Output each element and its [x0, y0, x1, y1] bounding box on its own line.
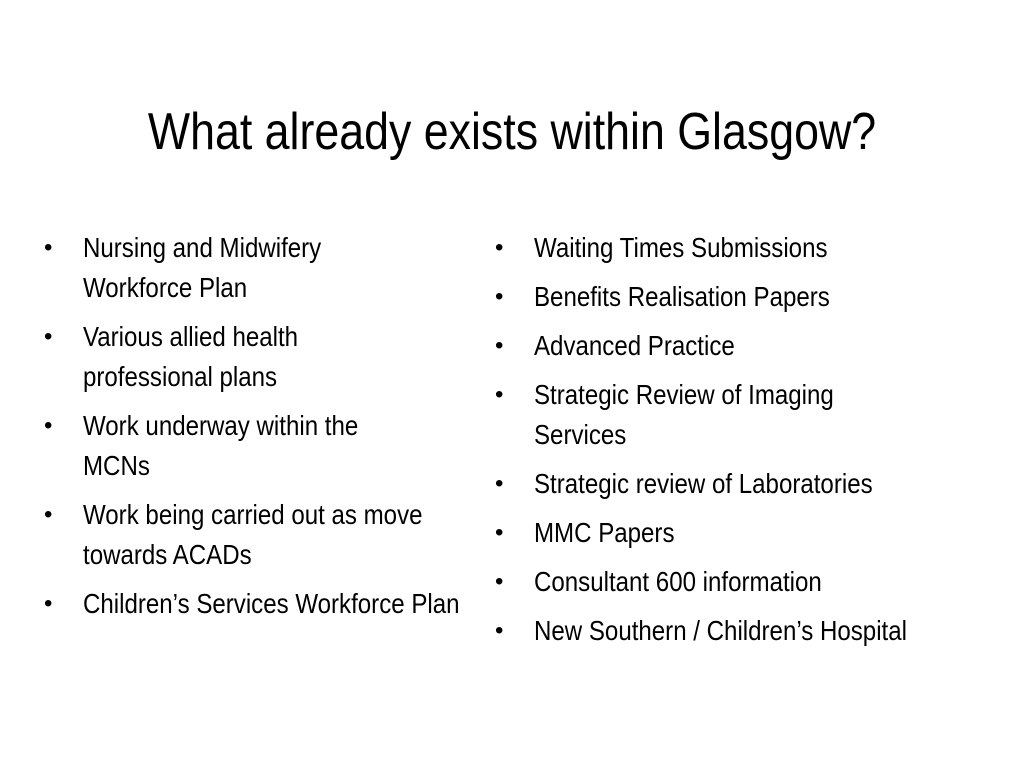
list-item-text: Work being carried out as move towards ACADs — [83, 499, 423, 570]
list-item — [495, 611, 1015, 651]
list-item — [495, 326, 1015, 366]
bullet-icon: • — [44, 412, 53, 439]
bullet-icon: • — [495, 470, 504, 497]
list-item-text: Benefits Realisation Papers — [534, 281, 830, 312]
list-item-text: Strategic Review of Imaging Services — [534, 379, 834, 450]
list-item — [44, 317, 504, 397]
bullet-icon: • — [495, 617, 504, 644]
list-item — [495, 228, 1015, 268]
list-item — [44, 584, 504, 624]
list-item-text: Consultant 600 information — [534, 566, 822, 597]
list-item — [495, 375, 1015, 455]
slide-title: What already exists within Glasgow? — [147, 103, 877, 161]
list-item — [495, 277, 1015, 317]
bullet-icon: • — [44, 501, 53, 528]
left-bullet-list — [44, 228, 504, 633]
bullet-icon: • — [495, 234, 504, 261]
bullet-icon: • — [44, 323, 53, 350]
bullet-icon: • — [495, 568, 504, 595]
list-item-text: Children’s Services Workforce Plan — [83, 588, 460, 619]
bullet-icon: • — [495, 332, 504, 359]
bullet-icon: • — [44, 590, 53, 617]
list-item — [495, 513, 1015, 553]
list-item — [44, 406, 504, 486]
bullet-icon: • — [495, 283, 504, 310]
list-item-text: Waiting Times Submissions — [534, 232, 828, 263]
list-item-text: Work underway within the MCNs — [83, 410, 359, 481]
list-item-text: Advanced Practice — [534, 330, 735, 361]
bullet-icon: • — [495, 381, 504, 408]
bullet-icon: • — [44, 234, 53, 261]
list-item-text: Strategic review of Laboratories — [534, 468, 873, 499]
list-item-text: New Southern / Children’s Hospital — [534, 615, 907, 646]
bullet-icon: • — [495, 519, 504, 546]
list-item-text: Nursing and Midwifery Workforce Plan — [83, 232, 322, 303]
right-bullet-list — [495, 228, 1015, 660]
list-item-text: Various allied health professional plans — [83, 321, 299, 392]
list-item — [44, 495, 504, 575]
list-item — [495, 464, 1015, 504]
list-item — [44, 228, 504, 308]
list-item-text: MMC Papers — [534, 517, 675, 548]
list-item — [495, 562, 1015, 602]
